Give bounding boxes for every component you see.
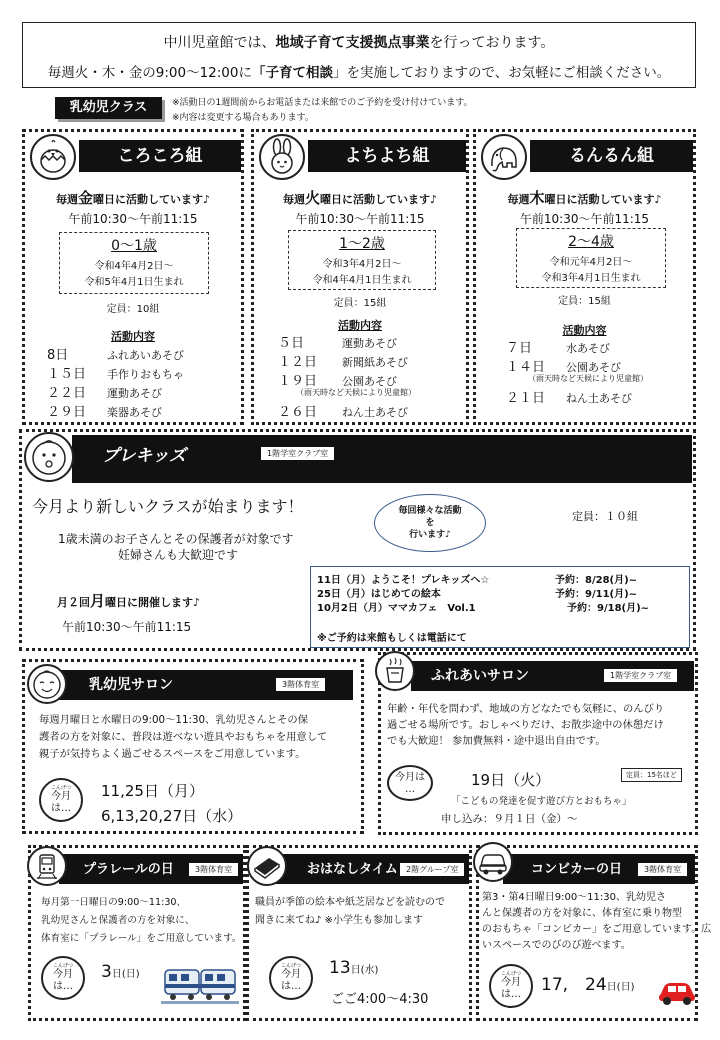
infant-class-label: 乳幼児クラス (55, 97, 162, 119)
combicar-date-big: 17, 24 (541, 975, 607, 995)
combicar-room: 3階体育室 (637, 862, 688, 877)
class-yochiyochi-activity-list (278, 332, 468, 420)
intro-line-1 (23, 32, 695, 52)
activity-name: 公園あそび (342, 375, 397, 388)
activity-row (47, 401, 237, 420)
prekids-bubble (374, 494, 486, 552)
salon-desc-line: 護者の方を対象に、普段は遊べない遊具やおもちゃを用意して (39, 731, 328, 743)
baby-face-icon (24, 432, 74, 482)
salon-desc (39, 712, 327, 763)
activity-name: 運動あそび (107, 387, 162, 400)
prekids-bubble-line-2: を (425, 518, 435, 528)
activity-day: ２１日 (506, 391, 546, 406)
activity-row (278, 332, 468, 351)
schedule-row (317, 599, 681, 614)
salon-section (22, 659, 364, 834)
combicar-date (541, 970, 634, 995)
schedule-reserve: 予約：8/28(月)~ (555, 575, 638, 586)
red-car-icon (657, 978, 697, 1006)
prekids-headline: 今月より新しいクラスが始まります！ (32, 497, 304, 516)
prekids-capacity: 定員：１０組 (572, 510, 638, 523)
salon-desc-line: 毎週月曜日と水曜日の9:00～11:30、乳幼児さんとその保 (39, 714, 309, 726)
fureai-desc-line: でも大歓迎！ 参加費無料・途中退出自由です。 (387, 735, 606, 747)
combicar-month-badge (489, 964, 533, 1008)
activity-row (47, 382, 237, 401)
prekids-title: プレキッズ (102, 446, 186, 466)
combicar-desc-line: いスペースでのびのび遊べます。 (482, 940, 631, 951)
plarail-desc-line: 毎月第一日曜日の9:00～11:30、 (41, 897, 187, 908)
activity-day: １９日 (278, 374, 318, 389)
plarail-title: プラレールの日 (83, 862, 174, 877)
class-yochiyochi-day-big: 火 (304, 189, 320, 207)
activity-name: 新聞紙あそび (342, 356, 408, 369)
ohanashi-month-label-1: 今月 (281, 969, 301, 980)
activity-name: 楽器あそび (107, 406, 162, 419)
class-runrun-title: るんるん組 (530, 140, 693, 172)
class-korokoro-day (25, 187, 241, 208)
class-runrun-day-post: 曜日に活動しています♪ (544, 193, 662, 206)
car-icon (473, 842, 513, 882)
class-korokoro-title: ころころ組 (79, 140, 241, 172)
plarail-month-label-2: は… (53, 981, 73, 992)
class-korokoro-day-post: 曜日に活動しています♪ (92, 193, 211, 206)
fureai-desc-line: 過ごせる場所です。おしゃべりだけ、お散歩途中の休憩だけ (387, 719, 664, 731)
ohanashi-date (329, 958, 378, 978)
salon-month-ruby: こんげつ (50, 785, 71, 791)
combicar-title: コンビカーの日 (531, 862, 623, 877)
chick-icon (30, 134, 76, 180)
activity-row (278, 351, 468, 370)
ohanashi-month-ruby: こんげつ (280, 963, 301, 969)
intro-line-1-pre: 中川児童館では、 (163, 35, 276, 51)
prekids-bubble-line-1: 毎回様々な活動 (398, 506, 462, 516)
intro-box (22, 22, 696, 88)
smiley-face-icon (27, 664, 67, 704)
salon-room: 3階体育室 (275, 677, 326, 692)
schedule-reserve: 予約：9/18(月)~ (567, 603, 650, 614)
intro-line-2-pre: 毎週火・木・金の9:00～12:00に (47, 65, 252, 81)
activity-day: １４日 (506, 360, 546, 375)
combicar-date-small: 日(日) (606, 982, 635, 993)
class-yochiyochi-born-2: 令和4年4月1日生まれ (312, 275, 412, 286)
schedule-date: 11日（月）ようこそ！プレキッズへ☆ (317, 575, 490, 586)
prekids-day (57, 590, 200, 611)
activity-row (278, 370, 468, 387)
salon-month-label-1: 今月 (51, 791, 71, 802)
prekids-reserve-note: ※ご予約は来館もしくは電話にて (317, 633, 467, 644)
intro-line-2-post: 」を実施しておりますので、お気軽にご相談ください。 (333, 65, 671, 81)
class-runrun (473, 129, 696, 425)
fureai-month-label-1: 今月は (395, 772, 425, 783)
activity-day: １５日 (47, 367, 87, 382)
ohanashi-desc (255, 894, 445, 930)
salon-dates-1: 11,25日（月） (101, 782, 204, 800)
ohanashi-month-badge (269, 956, 313, 1000)
class-runrun-day (476, 187, 693, 208)
class-yochiyochi-time: 午前10:30～午前11:15 (295, 212, 425, 226)
combicar-desc-line: 第3・第4日曜日9:00～11:30、乳幼児さ (482, 892, 666, 903)
prekids-day-post: 曜日に開催します♪ (105, 596, 201, 609)
prekids-schedule-box (310, 566, 690, 648)
salon-month-badge (39, 778, 83, 822)
prekids-day-big: 月 (90, 592, 106, 610)
activity-day: ２２日 (47, 386, 87, 401)
prekids-target-1: 1歳未満のお子さんとその保護者が対象です (58, 532, 294, 546)
intro-line-2 (23, 61, 695, 81)
plarail-date (101, 962, 140, 982)
combicar-desc-line: のおもちゃ「コンビカー」をご用意しています。広 (482, 924, 712, 935)
combicar-month-label-2: は… (501, 989, 521, 1000)
class-korokoro-born-1: 令和4年4月2日～ (94, 261, 174, 272)
plarail-date-small: 日(日) (111, 969, 140, 980)
schedule-reserve: 予約：9/11(月)~ (555, 589, 638, 600)
infant-class-note-2: ※内容は変更する場合もあります。 (172, 113, 314, 123)
ohanashi-month-label-2: は… (281, 981, 301, 992)
elephant-icon (481, 134, 527, 180)
activity-day: １２日 (278, 355, 318, 370)
activity-day: ５日 (278, 336, 305, 351)
intro-line-1-bold: 地域子育て支援拠点事業 (275, 35, 430, 51)
class-korokoro (22, 129, 244, 425)
class-yochiyochi-born-1: 令和3年4月2日～ (322, 259, 402, 270)
prekids-day-pre: 月２回 (57, 596, 90, 609)
class-yochiyochi-title: よちよち組 (308, 140, 466, 172)
intro-line-2-bold: 「子育て相談 (252, 65, 333, 81)
plarail-desc (41, 894, 242, 948)
class-yochiyochi-age: 1～2歳 (339, 236, 385, 252)
salon-desc-line: 親子が気持ちよく過ごせるスペースをご用意しています。 (39, 748, 306, 760)
activity-day: ７日 (506, 341, 533, 356)
plarail-month-badge (41, 956, 85, 1000)
class-runrun-time: 午前10:30～午前11:15 (519, 212, 650, 226)
ohanashi-room: 2階グループ室 (399, 862, 465, 877)
prekids-time: 午前10:30～午前11:15 (62, 620, 192, 634)
salon-month-label-2: は… (51, 803, 71, 814)
schedule-date: 10月2日（月）ママカフェ Vol.1 (317, 603, 476, 614)
fureai-title: ふれあいサロン (431, 668, 529, 684)
class-korokoro-age: 0～1歳 (111, 238, 157, 254)
class-yochiyochi-day (254, 187, 466, 208)
ohanashi-title: おはなしタイム (307, 862, 398, 877)
combicar-section (476, 845, 712, 1021)
salon-dates-2: 6,13,20,27日（水） (101, 807, 243, 825)
class-yochiyochi-age-box (288, 230, 436, 290)
ohanashi-section (246, 845, 472, 1021)
activity-row (47, 344, 237, 363)
rain-note: （雨天時など天候により児童館） (296, 388, 416, 397)
salon-title: 乳幼児サロン (89, 677, 173, 693)
fureai-apply: 申し込み：９月１日（金）～ (441, 813, 578, 825)
plarail-room: 3階体育室 (188, 862, 239, 877)
activity-row (506, 356, 696, 373)
class-korokoro-activity-list (47, 344, 237, 420)
ohanashi-desc-line: 職員が季節の絵本や紙芝居などを読むので (255, 897, 445, 908)
prekids-target-2: 妊婦さんも大歓迎です (118, 548, 239, 562)
activity-day: ２６日 (278, 405, 318, 420)
plarail-desc-line: 体育室に「プラレール」をご用意しています。 (41, 933, 242, 944)
class-korokoro-age-box (59, 232, 209, 294)
prekids-bubble-line-3: 行います♪ (409, 530, 451, 540)
activity-name: ねん土あそび (342, 406, 408, 419)
ohanashi-date-small: 日(水) (350, 965, 379, 976)
intro-line-1-post: を行っております。 (429, 35, 555, 51)
ohanashi-desc-line: 聞きに来てね♪ ※小学生も参加します (255, 915, 423, 926)
class-runrun-born-2: 令和3年4月1日生まれ (541, 273, 641, 284)
class-runrun-day-pre: 毎週 (507, 193, 530, 206)
activity-row (506, 387, 696, 406)
plarail-section (28, 845, 246, 1021)
fureai-room: 1階学室クラブ室 (603, 668, 678, 683)
ohanashi-date-big: 13 (329, 958, 351, 978)
activity-name: 公園あそび (566, 361, 621, 374)
plarail-desc-line: 乳幼児さんと保護者の方を対象に、 (41, 915, 195, 926)
fureai-capacity: 定員：15名ほど (621, 768, 682, 782)
fureai-desc-line: 年齢・年代を問わず、地域の方どなたでも気軽に、のんびり (387, 703, 665, 715)
activity-name: 運動あそび (342, 337, 397, 350)
class-korokoro-activity-title: 活動内容 (111, 330, 155, 343)
activity-name: 水あそび (566, 342, 610, 355)
combicar-month-label-1: 今月 (501, 977, 521, 988)
activity-day: 8日 (47, 348, 69, 363)
rain-note: （雨天時など天候により児童館） (528, 374, 648, 383)
activity-row (506, 337, 696, 356)
class-runrun-activity-title: 活動内容 (562, 324, 607, 337)
class-korokoro-time: 午前10:30～午前11:15 (68, 212, 198, 226)
combicar-desc (482, 890, 711, 954)
fureai-date: 19日（火） (471, 771, 551, 789)
class-yochiyochi-day-post: 曜日に活動しています♪ (319, 193, 438, 206)
combicar-desc-line: んと保護者の方を対象に、体育室に乗り物型 (482, 908, 682, 919)
activity-row (47, 363, 237, 382)
activity-name: ふれあいあそび (107, 349, 184, 362)
class-runrun-age: 2～4歳 (568, 234, 614, 250)
combicar-month-ruby: こんげつ (500, 971, 521, 977)
activity-name: 手作りおもちゃ (107, 368, 184, 381)
activity-day: ２９日 (47, 405, 87, 420)
class-korokoro-day-big: 金 (77, 189, 93, 207)
class-korokoro-born-2: 令和5年4月1日生まれ (84, 277, 184, 288)
train-icon (27, 846, 67, 886)
class-yochiyochi (251, 129, 469, 425)
schedule-row (317, 571, 681, 586)
class-korokoro-capacity: 定員：10組 (106, 304, 160, 315)
plarail-month-label-1: 今月 (53, 969, 73, 980)
class-runrun-age-box (516, 228, 666, 288)
infant-class-note-1: ※活動日の1週間前からお電話または来館でのご予約を受け付けています。 (172, 98, 473, 108)
prekids-room: 1階学室クラブ室 (260, 446, 335, 461)
tea-cup-icon (375, 651, 415, 691)
fureai-month-label-2: … (405, 784, 415, 795)
fureai-theme: 「こどもの発達を促す遊び方とおもちゃ」 (451, 796, 632, 807)
ohanashi-time: ごご4:00～4:30 (331, 992, 429, 1007)
class-runrun-activity-list (506, 337, 696, 406)
class-yochiyochi-activity-title: 活動内容 (338, 319, 382, 332)
book-icon (247, 846, 287, 886)
schedule-date: 25日（月）はじめての絵本 (317, 589, 441, 600)
prekids-section (19, 429, 696, 651)
activity-row (278, 401, 468, 420)
toy-train-icon (161, 962, 239, 1006)
class-korokoro-day-pre: 毎週 (55, 193, 78, 206)
rabbit-icon (259, 134, 305, 180)
plarail-date-big: 3 (101, 962, 112, 982)
fureai-desc (387, 701, 664, 749)
class-runrun-born-1: 令和元年4月2日～ (549, 257, 633, 268)
fureai-month-badge (387, 765, 433, 801)
activity-name: ねん土あそび (566, 392, 632, 405)
class-yochiyochi-day-pre: 毎週 (282, 193, 305, 206)
class-runrun-day-big: 木 (529, 189, 545, 207)
schedule-row (317, 585, 681, 600)
plarail-month-ruby: こんげつ (52, 963, 73, 969)
fureai-section (378, 652, 698, 835)
class-yochiyochi-capacity: 定員：15組 (333, 298, 387, 309)
class-runrun-capacity: 定員：15組 (558, 296, 611, 307)
